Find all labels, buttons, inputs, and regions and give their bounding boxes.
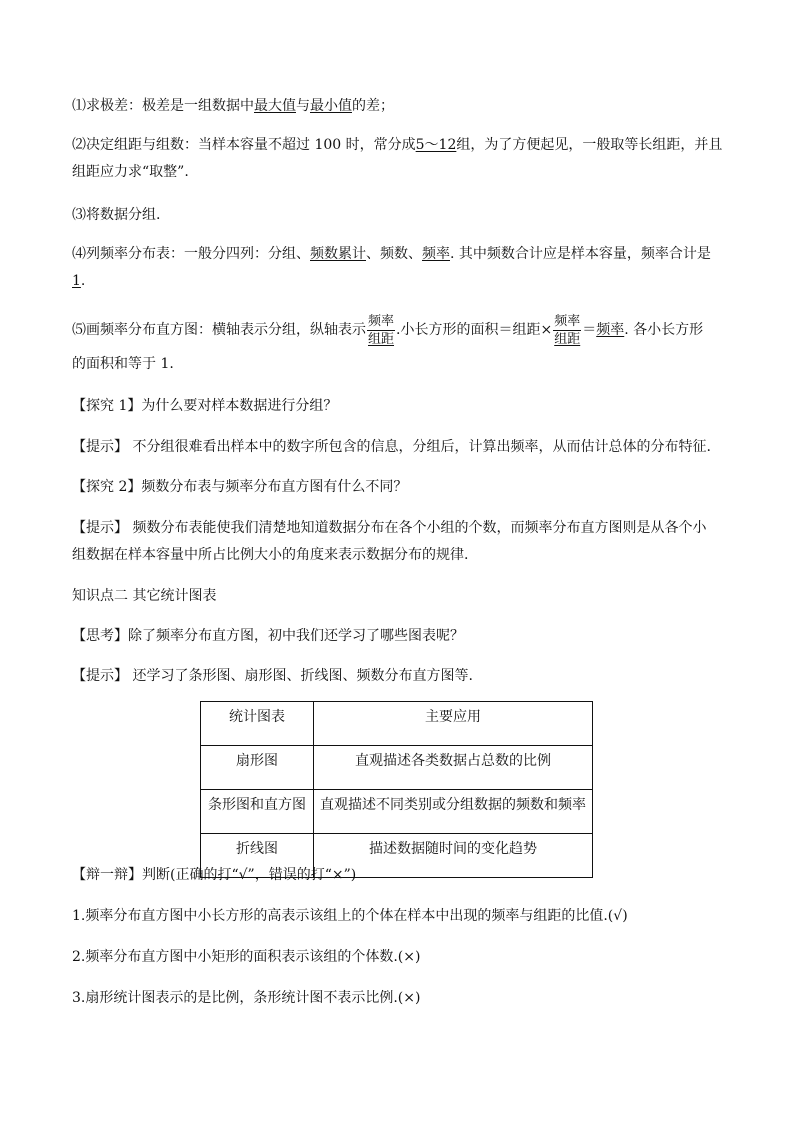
step-1-range bbox=[72, 96, 394, 116]
table-cell: 直观描述不同类别或分组数据的频数和频率 bbox=[314, 790, 593, 834]
step-3-group-data: ⑶将数据分组. bbox=[72, 207, 161, 223]
statistical-charts-table bbox=[200, 701, 593, 878]
step-4-dot: . bbox=[80, 273, 86, 289]
hint-2-line-2: 组数据在样本容量中所占比例大小的角度来表示数据分布的规律. bbox=[72, 547, 469, 563]
min-value-term: 最小值 bbox=[310, 98, 352, 114]
knowledge-point-2-heading: 知识点二 其它统计图表 bbox=[72, 588, 217, 604]
step-4-frequency-table bbox=[72, 244, 711, 264]
table-cell: 直观描述各类数据占总数的比例 bbox=[314, 746, 593, 790]
fraction-denominator: 组距 bbox=[368, 331, 395, 347]
equals-sign: ＝ bbox=[582, 322, 597, 338]
step-1-conj: 与 bbox=[296, 98, 310, 114]
step-4-line-2 bbox=[72, 271, 85, 291]
step-2-text: ⑵决定组距与组数：当样本容量不超过 100 时，常分成 bbox=[72, 137, 416, 153]
table-row bbox=[201, 790, 593, 834]
hint-2-line-1: 【提示】 频数分布表能使我们清楚地知道数据分布在各个小组的个数，而频率分布直方图则是从各个小 bbox=[72, 520, 707, 536]
step-1-text: ⑴求极差：极差是一组数据中 bbox=[72, 98, 254, 114]
frequency-result: 频率 bbox=[596, 322, 625, 338]
judge-item: 1.频率分布直方图中小长方形的高表示该组上的个体在样本中出现的频率与组距的比值.(√) bbox=[72, 908, 628, 924]
step-4-text: ⑷列频率分布表：一般分四列：分组、 bbox=[72, 246, 310, 262]
table-cell: 条形图和直方图 bbox=[201, 790, 314, 834]
explore-2-question: 【探究 2】频数分布表与频率分布直方图有什么不同？ bbox=[72, 479, 408, 495]
debate-title: 【辩一辩】判断(正确的打“√”，错误的打“×”) bbox=[72, 867, 357, 883]
group-count-range: 5～12 bbox=[415, 137, 457, 153]
fraction-numerator: 频率 bbox=[368, 313, 395, 329]
step-5-line-2: 的面积和等于 1. bbox=[72, 356, 174, 372]
step-2-group-width bbox=[72, 135, 722, 155]
fraction-frequency-per-width bbox=[367, 313, 395, 348]
table-cell: 描述数据随时间的变化趋势 bbox=[314, 834, 593, 878]
table-header-row bbox=[201, 702, 593, 746]
cumulative-term: 频数累计 bbox=[310, 246, 366, 262]
think-question: 【思考】除了频率分布直方图，初中我们还学习了哪些图表呢？ bbox=[72, 628, 464, 644]
step-5-histogram bbox=[72, 312, 703, 348]
fraction-frequency-per-width-2 bbox=[553, 313, 581, 348]
judge-item: 3.扇形统计图表示的是比例，条形统计图不表示比例.(×) bbox=[72, 990, 421, 1006]
step-4-end: . 其中频数合计应是样本容量，频率合计是 bbox=[450, 246, 711, 262]
step-5-text: ⑸画频率分布直方图：横轴表示分组，纵轴表示 bbox=[72, 322, 366, 338]
step-2-line-2: 组距应力求“取整”. bbox=[72, 164, 189, 180]
total-one: 1 bbox=[72, 273, 81, 289]
step-5-end: . 各小长方形 bbox=[624, 322, 704, 338]
hint-3: 【提示】 还学习了条形图、扇形图、折线图、频数分布直方图等. bbox=[72, 668, 473, 684]
judge-item: 2.频率分布直方图中小矩形的面积表示该组的个体数.(×) bbox=[72, 949, 421, 965]
fraction-denominator: 组距 bbox=[554, 331, 581, 347]
table-cell: 折线图 bbox=[201, 834, 314, 878]
explore-1-question: 【探究 1】为什么要对样本数据进行分组？ bbox=[72, 398, 338, 414]
step-5-mid: .小长方形的面积＝组距× bbox=[396, 322, 553, 338]
table-row bbox=[201, 746, 593, 790]
table-header-cell: 统计图表 bbox=[201, 702, 314, 746]
step-2-text-end: 组，为了方便起见，一般取等长组距，并且 bbox=[456, 137, 723, 153]
hint-1: 【提示】 不分组很难看出样本中的数字所包含的信息，分组后，计算出频率，从而估计总体的分布特征. bbox=[72, 439, 711, 455]
frequency-term: 频率 bbox=[422, 246, 450, 262]
step-4-mid: 、频数、 bbox=[366, 246, 422, 262]
max-value-term: 最大值 bbox=[254, 98, 296, 114]
step-1-end: 的差； bbox=[352, 98, 394, 114]
table-cell: 扇形图 bbox=[201, 746, 314, 790]
fraction-numerator: 频率 bbox=[554, 313, 581, 329]
table-header-cell: 主要应用 bbox=[314, 702, 593, 746]
